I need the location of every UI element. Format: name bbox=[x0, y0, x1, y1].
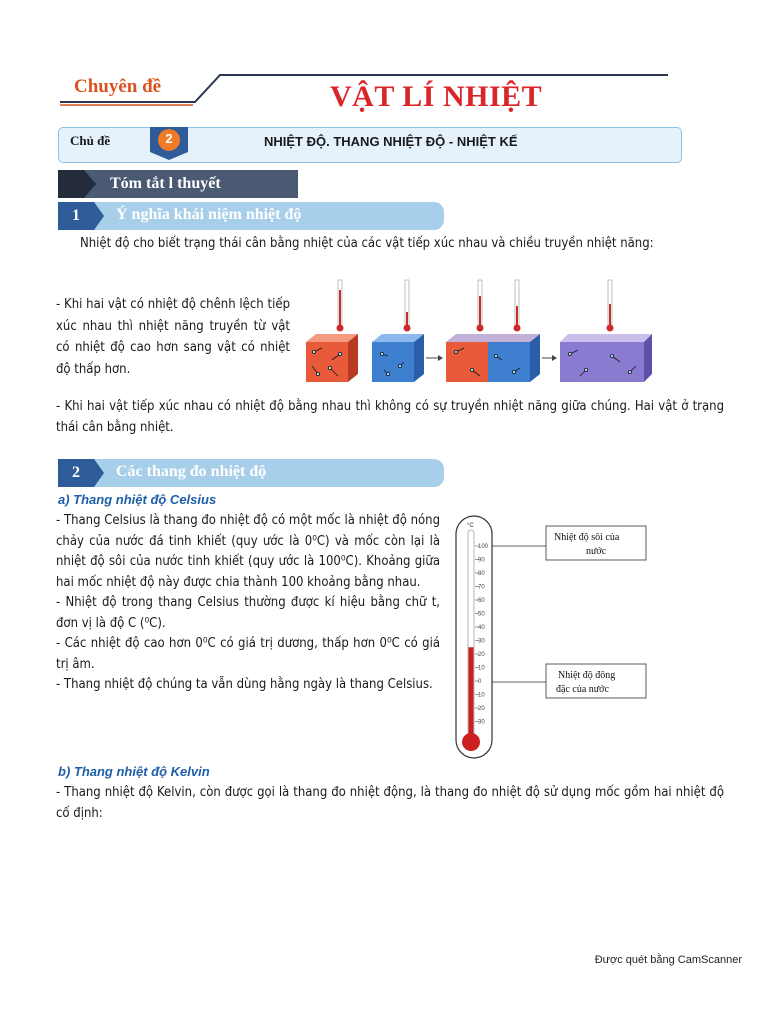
fig-label-b3: B bbox=[620, 384, 624, 388]
kelvin-para: - Thang nhiệt độ Kelvin, còn được gọi là thang đo nhiệt động, là thang đo nhiệt độ sử dụng mốc gồm hai nhiệt độ cố định: bbox=[56, 785, 724, 821]
subject-label: Chủ đề bbox=[70, 133, 111, 148]
section2-number: 2 bbox=[72, 464, 80, 481]
thermometer-tick-label: 30 bbox=[478, 719, 485, 726]
subject-title: NHIỆT ĐỘ. THANG NHIỆT ĐỘ - NHIỆT KẾ bbox=[264, 134, 518, 149]
freeze-label-line2: đặc của nước bbox=[556, 684, 609, 695]
thermometer-tick-label: 50 bbox=[478, 611, 485, 618]
thermometer-mid-a bbox=[477, 280, 484, 332]
section2-title: Các thang đo nhiệt độ bbox=[116, 463, 267, 480]
cube-contact-pair bbox=[446, 334, 540, 382]
celsius-para-2: - Nhiệt độ trong thang Celsius thường được kí hiệu bằng chữ t, đơn vị là độ C (⁰C). bbox=[56, 595, 440, 631]
subject-number: 2 bbox=[165, 131, 173, 146]
thermometer-tick-label: 30 bbox=[478, 638, 485, 645]
celsius-para-1: - Thang Celsius là thang đo nhiệt độ có một mốc là nhiệt độ nóng chảy của nước đá tinh khiết (quy ước là 0⁰C) và mốc còn lại là nhiệt độ sôi của nước tinh khiết (quy ước là 100⁰C). Khoảng giữa hai mốc nhiệt độ này được chia thành 100 khoảng bằng nhau. bbox=[56, 513, 440, 590]
scanner-watermark: Được quét bằng CamScanner bbox=[594, 954, 742, 966]
thermometer-mercury bbox=[469, 647, 474, 742]
thermometer-mid-b bbox=[514, 280, 521, 332]
cube-equal-pair bbox=[560, 334, 652, 382]
thermometer-hot-a bbox=[337, 280, 344, 332]
fig-label-a1: A bbox=[324, 384, 328, 388]
cube-cold-b bbox=[372, 334, 424, 382]
summary-header: Tóm tắt l thuyết bbox=[110, 175, 221, 192]
thermometer-tick-label: 40 bbox=[478, 625, 485, 631]
thermometer-tick-label: 70 bbox=[478, 584, 485, 591]
celsius-heading: a) Thang nhiệt độ Celsius bbox=[58, 492, 217, 507]
thermometer-tick-label: 60 bbox=[478, 598, 485, 604]
topic-label: Chuyên đề bbox=[74, 76, 162, 97]
cube-hot-a bbox=[306, 334, 358, 382]
fig-label-a2: A bbox=[464, 384, 468, 388]
thermometer-tick-label: 20 bbox=[478, 706, 485, 712]
section1-intro: Nhiệt độ cho biết trạng thái cân bằng nhiệt của các vật tiếp xúc nhau và chiều truyền nhiệt năng: bbox=[80, 236, 654, 251]
thermometer-cold-b bbox=[404, 280, 411, 332]
fig-label-b1: B bbox=[390, 384, 394, 388]
celsius-para-3: - Các nhiệt độ cao hơn 0⁰C có giá trị dương, thấp hơn 0⁰C có giá trị âm. bbox=[56, 636, 440, 672]
thermometer-tick-label: 80 bbox=[478, 571, 485, 577]
section1-title: Ý nghĩa khái niệm nhiệt độ bbox=[116, 206, 302, 223]
thermometer-tick-label: 100 bbox=[478, 544, 489, 550]
kelvin-heading: b) Thang nhiệt độ Kelvin bbox=[58, 764, 210, 779]
thermometer-tick-label: 90 bbox=[478, 557, 485, 564]
thermometer-bulb bbox=[462, 733, 480, 751]
page-title: VẬT LÍ NHIỆT bbox=[330, 80, 543, 113]
thermometer-tick-label: 10 bbox=[478, 665, 485, 672]
celsius-para-4: - Thang nhiệt độ chúng ta vẫn dùng hằng ngày là thang Celsius. bbox=[56, 677, 433, 692]
celsius-text bbox=[56, 511, 440, 696]
thermometer-tick-label: 0 bbox=[478, 679, 482, 685]
section1-number: 1 bbox=[72, 207, 80, 224]
thermometer-unit: °C bbox=[467, 523, 474, 529]
heat-transfer-figure bbox=[300, 276, 654, 388]
boil-label-line1: Nhiệt độ sôi của bbox=[554, 532, 620, 543]
thermometer-equal bbox=[607, 280, 614, 332]
celsius-thermometer-figure bbox=[450, 510, 650, 764]
thermometer-tick-label: 10 bbox=[478, 692, 485, 699]
section1-bullet1: - Khi hai vật có nhiệt độ chênh lệch tiếp xúc nhau thì nhiệt năng truyền từ vật có nhiệt độ cao hơn sang vật có nhiệt độ thấp hơn. bbox=[56, 297, 290, 377]
freeze-label-line1: Nhiệt độ đông bbox=[558, 670, 616, 681]
fig-label-a3: A bbox=[578, 384, 582, 388]
thermometer-tick-label: 20 bbox=[478, 652, 485, 658]
fig-label-b2: B bbox=[506, 384, 510, 388]
section1-bullet2: - Khi hai vật tiếp xúc nhau có nhiệt độ bằng nhau thì không có sự truyền nhiệt năng giữa chúng. Hai vật ở trạng thái cân bằng nhiệt. bbox=[56, 399, 724, 435]
boil-label-line2: nước bbox=[586, 546, 607, 557]
